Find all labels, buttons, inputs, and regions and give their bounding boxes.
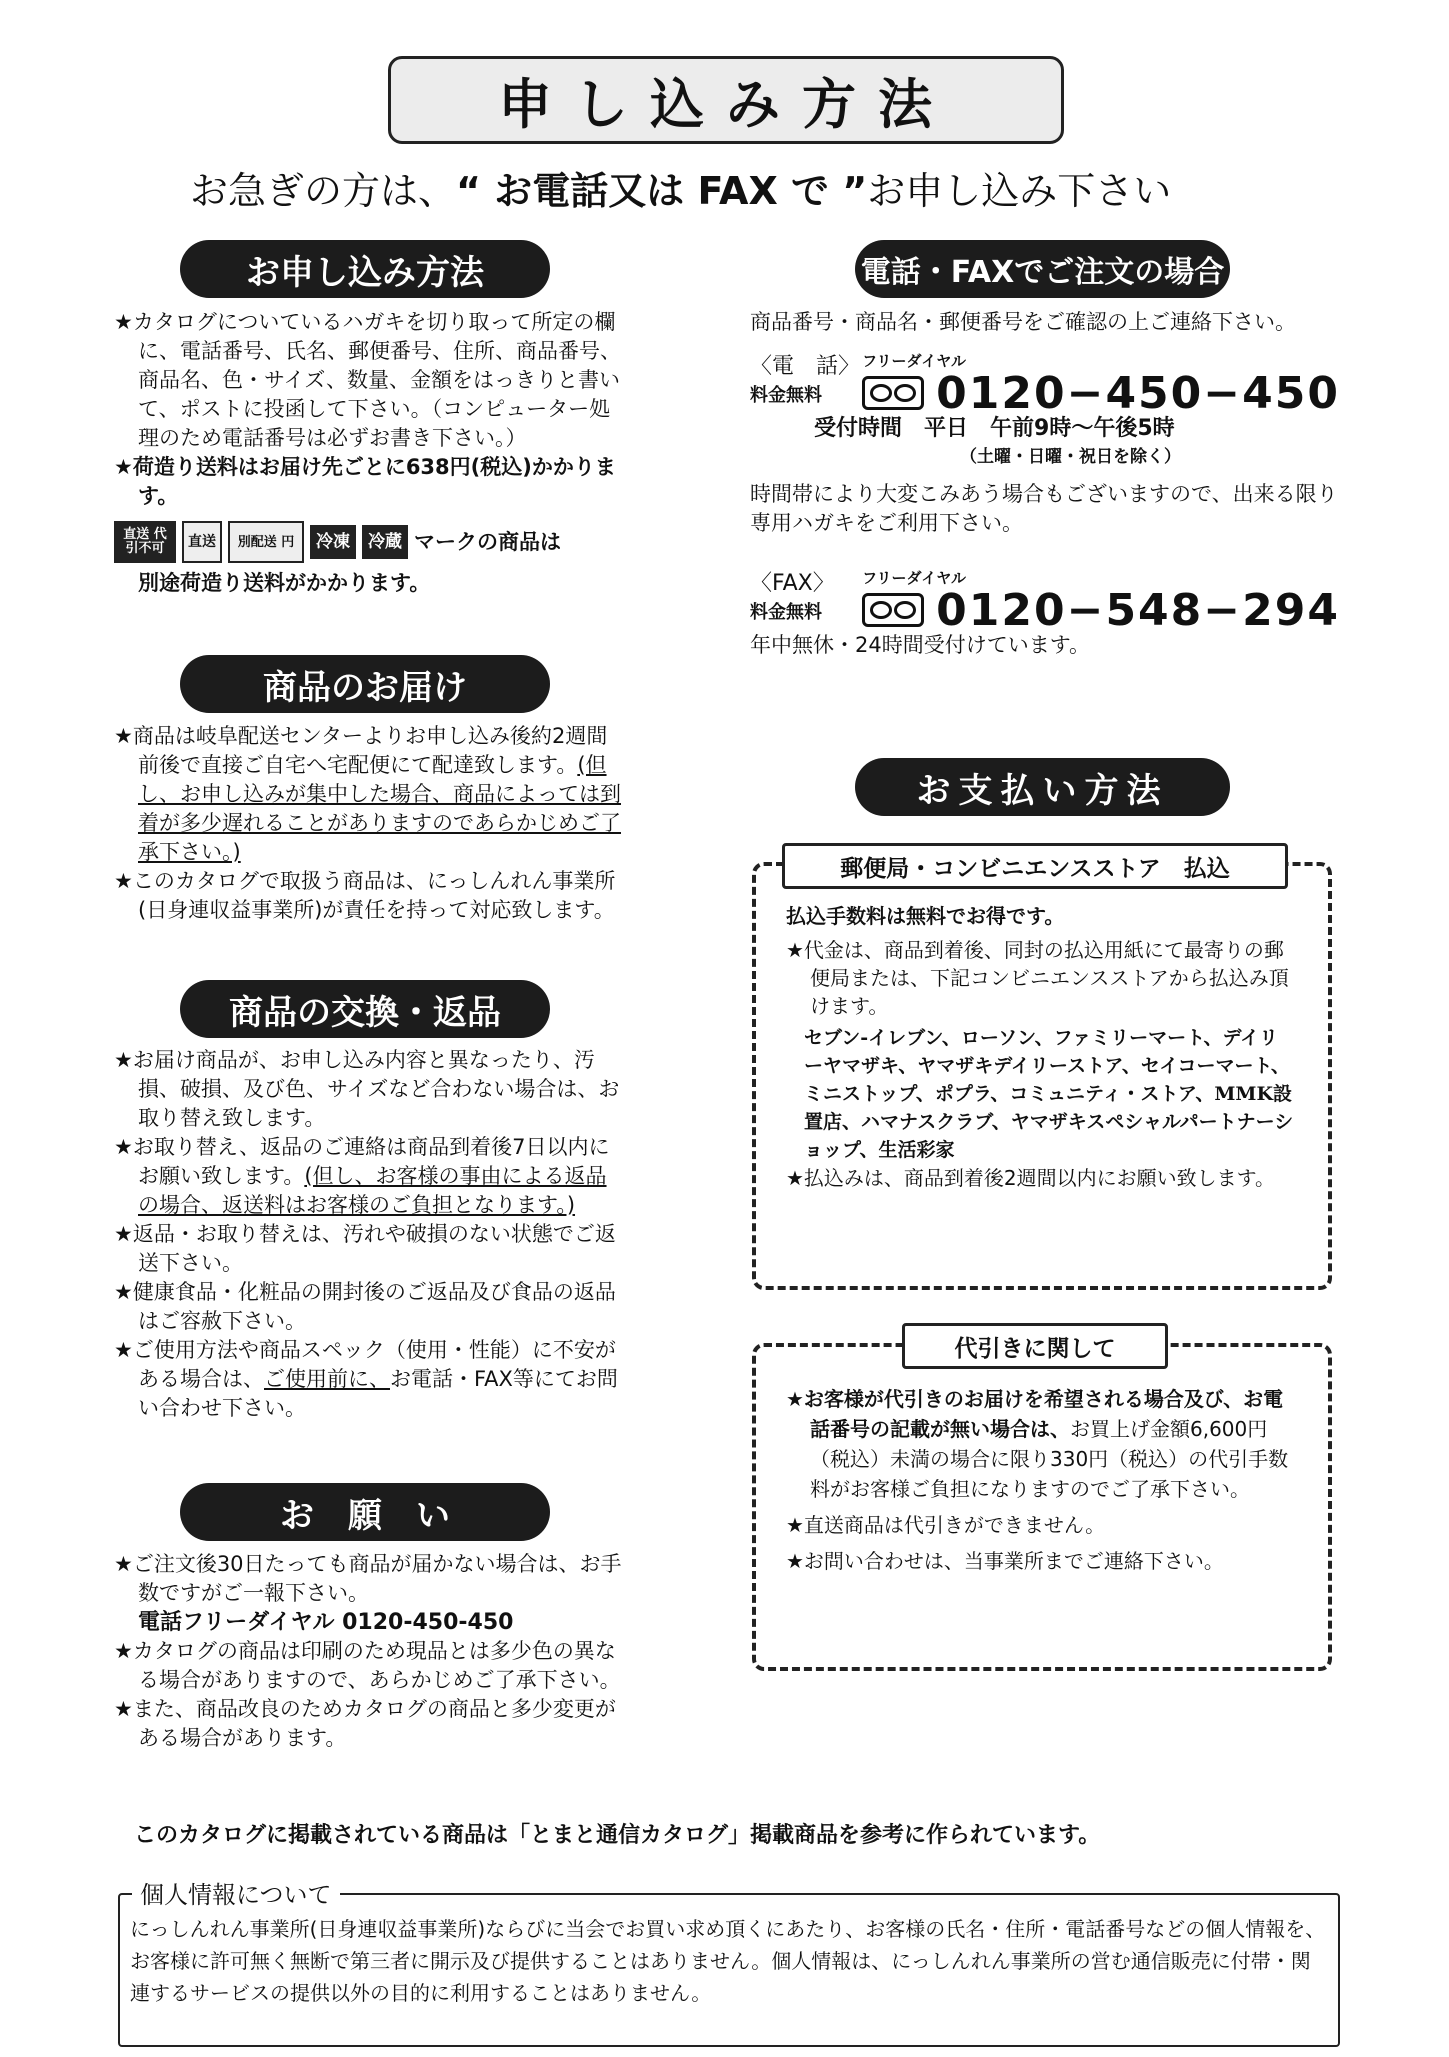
request-item-1: ★ご注文後30日たっても商品が届かない場合は、お手数ですがご一報下さい。 — [114, 1552, 622, 1605]
cod-item-1-rest: お買上げ金額6,600円（税込）未満の場合に限り330円（税込）の代引手数料がお客様ご負担になりますのでご了承下さい。 — [810, 1417, 1289, 1501]
payment-item-2: ★払込みは、商品到着後2週間以内にお願い致します。 — [786, 1166, 1276, 1190]
cod-item-1 — [786, 1384, 1296, 1504]
exchange-item-2a: ★お取り替え、返品のご連絡は商品到着後7日以内にお願い致します。 — [114, 1135, 610, 1188]
delivery-item-1b: (但し、お申し込みが集中した場合、商品によっては到着が多少遅れることがありますのであらかじめご了承下さい。) — [138, 753, 621, 864]
marks-text-2: 別途荷造り送料がかかります。 — [138, 571, 431, 595]
exchange-item-5c: お電話・FAX等にてお問い合わせ下さい。 — [138, 1367, 618, 1420]
fax-note: 年中無休・24時間受付けています。 — [750, 633, 1091, 657]
section-tel-fax-order — [750, 308, 1340, 660]
privacy-box — [118, 1875, 1340, 2057]
exchange-item-2 — [114, 1133, 622, 1220]
cod-item-2: ★直送商品は代引きができません。 — [786, 1513, 1106, 1537]
subtitle-bold: “ お電話又は FAX で ” — [456, 169, 868, 213]
delivery-item-1a: ★商品は岐阜配送センターよりお申し込み後約2週間前後で直接ご自宅へ宅配便にて配達致します。 — [114, 724, 608, 777]
tel-note: 時間帯により大変こみあう場合もございますので、出来る限り専用ハガキをご利用下さい。 — [750, 482, 1338, 535]
order-intro: 商品番号・商品名・郵便番号をご確認の上ご連絡下さい。 — [750, 310, 1296, 334]
apply-item-1: ★カタログについているハガキを切り取って所定の欄に、電話番号、氏名、郵便番号、住所、商品番号、商品名、色・サイズ、数量、金額をはっきりと書いて、ポストに投函して下さい。（コンピューター処理のため電話番号は必ずお書き下さい。） — [114, 310, 621, 450]
exchange-item-2b: (但し、お客様の事由による返品の場合、返送料はお客様のご負担となります。) — [138, 1164, 607, 1217]
tel-row — [750, 347, 1340, 419]
section-exchange-return — [114, 1046, 622, 1423]
heading-delivery: 商品のお届け — [180, 655, 550, 713]
section-cod — [786, 1384, 1296, 1576]
request-tel: 電話フリーダイヤル 0120-450-450 — [138, 1610, 514, 1635]
heading-request: お 願 い — [180, 1483, 550, 1541]
page-title: 申し込み方法 — [388, 56, 1064, 144]
mark-direct-no-cod: 直送 代引不可 — [114, 521, 176, 563]
marks-row — [114, 521, 622, 563]
delivery-item-1 — [114, 722, 622, 867]
exchange-item-5b: ご使用前に、 — [264, 1367, 390, 1391]
tel-number[interactable]: 0120−450−450 — [936, 367, 1340, 419]
payment-fee-note: 払込手数料は無料でお得です。 — [786, 904, 1065, 928]
cod-item-1-bold: ★お客様が代引きのお届けを希望される場合及び、お電話番号の記載が無い場合は、 — [786, 1387, 1284, 1441]
request-item-3: ★また、商品改良のためカタログの商品と多少変更がある場合があります。 — [114, 1697, 616, 1750]
payment-box-label: 郵便局・コンビニエンスストア 払込 — [782, 843, 1288, 889]
mark-separate: 別配送 円 — [228, 521, 304, 563]
marks-text: マークの商品は — [414, 529, 561, 554]
mark-direct: 直送 — [182, 521, 222, 563]
tel-closed: （土曜・日曜・祝日を除く） — [960, 447, 1181, 467]
section-delivery — [114, 722, 622, 925]
hours-label: 受付時間 — [814, 416, 903, 441]
privacy-text: にっしんれん事業所(日身連収益事業所)ならびに当会でお買い求め頂くにあたり、お客様の氏名・住所・電話番号などの個人情報を、お客様に許可無く無断で第三者に開示及び提供することはありません。個人情報は、にっしんれん事業所の営む通信販売に付帯・関連するサービスの提供以外の目的に利用することはありません。 — [130, 1917, 1326, 2005]
exchange-item-5 — [114, 1336, 622, 1423]
free-dial-icon — [862, 593, 924, 627]
delivery-item-2: ★このカタログで取扱う商品は、にっしんれん事業所(日身連収益事業所)が責任を持って対応致します。 — [114, 869, 616, 922]
payment-item-1: ★代金は、商品到着後、同封の払込用紙にて最寄りの郵便局または、下記コンビニエンスストアから払込み頂けます。 — [786, 938, 1289, 1018]
mark-frozen: 冷凍 — [310, 525, 356, 559]
exchange-item-1: ★お届け商品が、お申し込み内容と異なったり、汚損、破損、及び色、サイズなど合わない場合は、お取り替え致します。 — [114, 1048, 620, 1130]
mark-chilled: 冷蔵 — [362, 525, 408, 559]
free-dial-icon — [862, 376, 924, 410]
exchange-item-3: ★返品・お取り替えは、汚れや破損のない状態でご返送下さい。 — [114, 1222, 616, 1275]
payment-stores: セブン-イレブン、ローソン、ファミリーマート、デイリーヤマザキ、ヤマザキデイリーストア、セイコーマート、ミニストップ、ポプラ、コミュニティ・ストア、MMK設置店、ハマナスクラブ、ヤマザキスペシャルパートナーショップ、生活彩家 — [804, 1027, 1294, 1161]
heading-how-to-apply: お申し込み方法 — [180, 240, 550, 298]
subtitle — [190, 160, 1290, 215]
subtitle-pre: お急ぎの方は、 — [190, 169, 457, 213]
tel-fee-free: 料金無料 — [750, 385, 822, 406]
hours-value: 平日 午前9時〜午後5時 — [924, 416, 1175, 441]
section-payment — [786, 902, 1296, 1192]
privacy-title: 個人情報について — [132, 1875, 340, 1910]
tel-free-dial: フリーダイヤル — [862, 352, 967, 370]
heading-exchange-return: 商品の交換・返品 — [180, 980, 550, 1038]
fax-free-dial: フリーダイヤル — [862, 569, 967, 587]
exchange-item-5a: ★ご使用方法や商品スペック（使用・性能）に不安がある場合は、 — [114, 1338, 616, 1391]
fax-label: 〈FAX〉 — [750, 571, 835, 596]
cod-box-label: 代引きに関して — [902, 1323, 1168, 1369]
heading-payment: お支払い方法 — [855, 758, 1230, 816]
fax-row — [750, 564, 1340, 636]
request-item-2: ★カタログの商品は印刷のため現品とは多少色の異なる場合がありますので、あらかじめご了承下さい。 — [114, 1639, 621, 1692]
section-how-to-apply — [114, 308, 622, 598]
fax-number[interactable]: 0120−548−294 — [936, 584, 1340, 636]
tel-label: 〈電 話〉 — [750, 354, 861, 379]
cod-item-3: ★お問い合わせは、当事業所までご連絡下さい。 — [786, 1549, 1224, 1573]
fax-fee-free: 料金無料 — [750, 602, 822, 623]
apply-shipping-fee: ★荷造り送料はお届け先ごとに638円(税込)かかります。 — [114, 455, 616, 508]
exchange-item-4: ★健康食品・化粧品の開封後のご返品及び食品の返品はご容赦下さい。 — [114, 1280, 616, 1333]
heading-tel-fax-order: 電話・FAXでご注文の場合 — [855, 240, 1230, 298]
section-request — [114, 1550, 622, 1753]
footer-note: このカタログに掲載されている商品は「とまと通信カタログ」掲載商品を参考に作られています。 — [134, 1823, 1101, 1848]
subtitle-post: お申し込み下さい — [867, 169, 1172, 213]
